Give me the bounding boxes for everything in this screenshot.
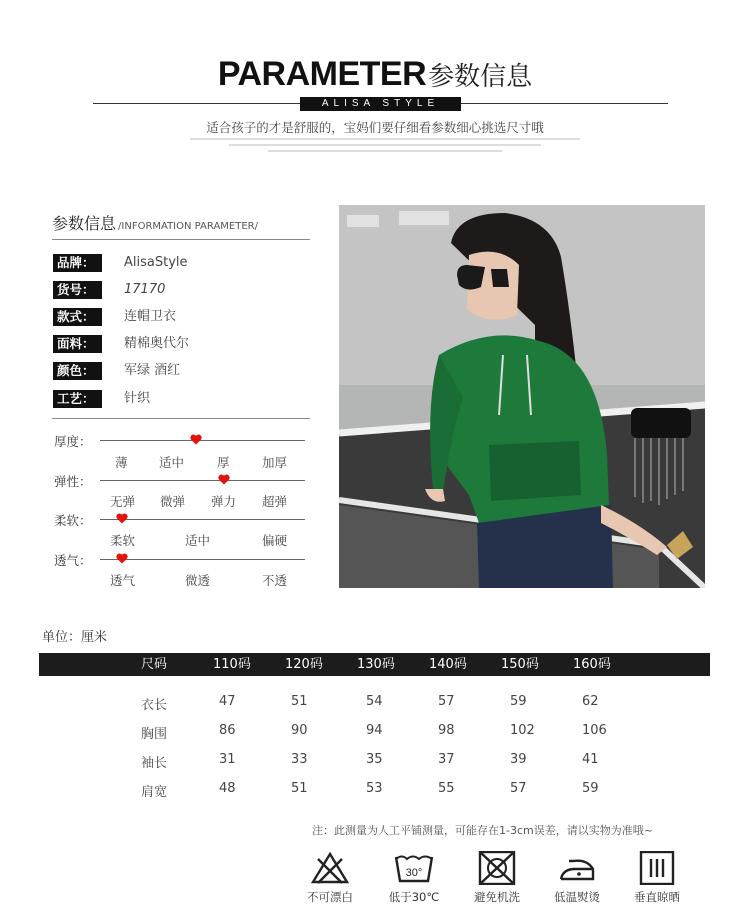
scale-label-softness: 柔软： [54,513,92,528]
attribute-row [53,279,165,297]
care-item [617,851,697,905]
scale-label-thickness: 厚度： [54,434,92,449]
table-header-cell: 110码 [213,657,251,672]
attribute-label: 品牌： [53,254,102,272]
table-cell: 41 [582,752,599,767]
attribute-value: 针织 [124,390,151,406]
care-label: 垂直晾晒 [634,890,680,904]
no-machine-wash-icon [477,851,517,885]
attribute-label: 颜色： [53,362,102,380]
scale-label-elasticity: 弹性： [54,474,92,489]
attribute-label: 款式： [53,308,102,326]
table-cell: 37 [438,752,455,767]
table-cell: 86 [219,723,236,738]
attribute-label: 工艺： [53,390,102,408]
table-cell: 59 [582,781,599,796]
scale-option: 超弹 [262,494,288,509]
info-title-en: /INFORMATION PARAMETER/ [118,221,258,232]
table-cell: 51 [291,781,308,796]
info-title-cn: 参数信息 [52,214,117,233]
attribute-row [53,388,150,406]
scale-option: 弹力 [211,494,237,509]
table-cell: 59 [510,694,527,709]
scale-line-thickness [100,440,305,441]
scale-option: 微弹 [160,494,186,509]
care-label: 低温熨烫 [554,890,600,904]
header-slogan: 适合孩子的才是舒服的，宝妈们要仔细看参数细心挑选尺寸哦 [206,120,544,135]
table-cell: 33 [291,752,308,767]
scale-option: 加厚 [262,455,288,470]
table-header-cell: 120码 [285,657,323,672]
scale-option: 无弹 [110,494,136,509]
table-cell: 54 [366,694,383,709]
table-cell: 94 [366,723,383,738]
scale-option: 适中 [185,533,211,548]
row-label: 袖长 [141,756,168,771]
heart-icon [190,434,202,445]
measurement-note: 注：此测量为人工平铺测量，可能存在1-3cm误差，请以实物为准哦~ [312,824,653,837]
table-cell: 98 [438,723,455,738]
scale-option: 微透 [185,573,211,588]
attribute-row [53,306,176,324]
care-item [537,851,617,905]
care-item [290,851,370,905]
scale-line-softness [100,519,305,520]
table-header-cell: 160码 [573,657,611,672]
attribute-value: 17170 [124,281,166,297]
attribute-value: 连帽卫衣 [124,308,177,324]
table-header-cell: 尺码 [141,657,168,672]
heart-icon [218,474,230,485]
table-cell: 35 [366,752,383,767]
scale-option: 柔软 [110,533,136,548]
attribute-value: 军绿 酒红 [124,362,181,378]
heart-icon [116,513,128,524]
attribute-row [53,360,180,378]
scale-option: 不透 [262,573,288,588]
wash-temperature-text: 30° [405,867,423,879]
attribute-row [53,333,189,351]
info-divider-top [52,239,310,240]
attribute-value: 精棉奥代尔 [124,335,190,351]
brand-tag: ALISA STYLE [300,97,461,111]
attribute-value: AlisaStyle [124,254,188,270]
info-section-title [52,211,258,234]
info-divider-bottom [52,418,310,419]
header-title-cn: 参数信息 [428,62,533,92]
header-title-en: PARAMETER [217,55,427,93]
table-header-cell: 140码 [429,657,467,672]
wash-30-icon [394,851,434,885]
fine-print-decoration [190,138,580,158]
table-cell: 106 [582,723,607,738]
care-label: 不可漂白 [307,890,353,904]
scale-option: 适中 [159,455,185,470]
scale-line-breathability [100,559,305,560]
header-title [0,55,750,94]
care-label: 避免机洗 [474,890,520,904]
table-cell: 102 [510,723,535,738]
page-header [0,0,750,160]
table-header-cell: 130码 [357,657,395,672]
table-cell: 51 [291,694,308,709]
table-cell: 53 [366,781,383,796]
hang-dry-icon [637,851,677,885]
scale-option: 厚 [217,455,230,470]
scale-option: 透气 [110,573,136,588]
no-bleach-icon [310,851,350,885]
scale-option: 薄 [115,455,128,470]
table-cell: 47 [219,694,236,709]
scale-label-breathability: 透气： [54,553,92,568]
table-cell: 90 [291,723,308,738]
table-cell: 55 [438,781,455,796]
table-cell: 39 [510,752,527,767]
scale-line-elasticity [100,480,305,481]
table-cell: 48 [219,781,236,796]
care-item [457,851,537,905]
unit-label: 单位：厘米 [42,630,108,645]
care-item [374,851,454,905]
size-table-header [39,653,710,676]
table-cell: 62 [582,694,599,709]
table-cell: 57 [510,781,527,796]
row-label: 衣长 [141,698,168,713]
attribute-row [53,252,188,270]
product-photo [339,205,705,588]
scale-option: 偏硬 [262,533,288,548]
table-cell: 31 [219,752,236,767]
row-label: 胸围 [141,727,168,742]
low-iron-icon [557,851,597,885]
attribute-label: 货号： [53,281,102,299]
table-cell: 57 [438,694,455,709]
attribute-label: 面料： [53,335,102,353]
table-header-cell: 150码 [501,657,539,672]
row-label: 肩宽 [141,785,168,800]
care-label: 低于30℃ [388,890,440,904]
heart-icon [116,553,128,564]
